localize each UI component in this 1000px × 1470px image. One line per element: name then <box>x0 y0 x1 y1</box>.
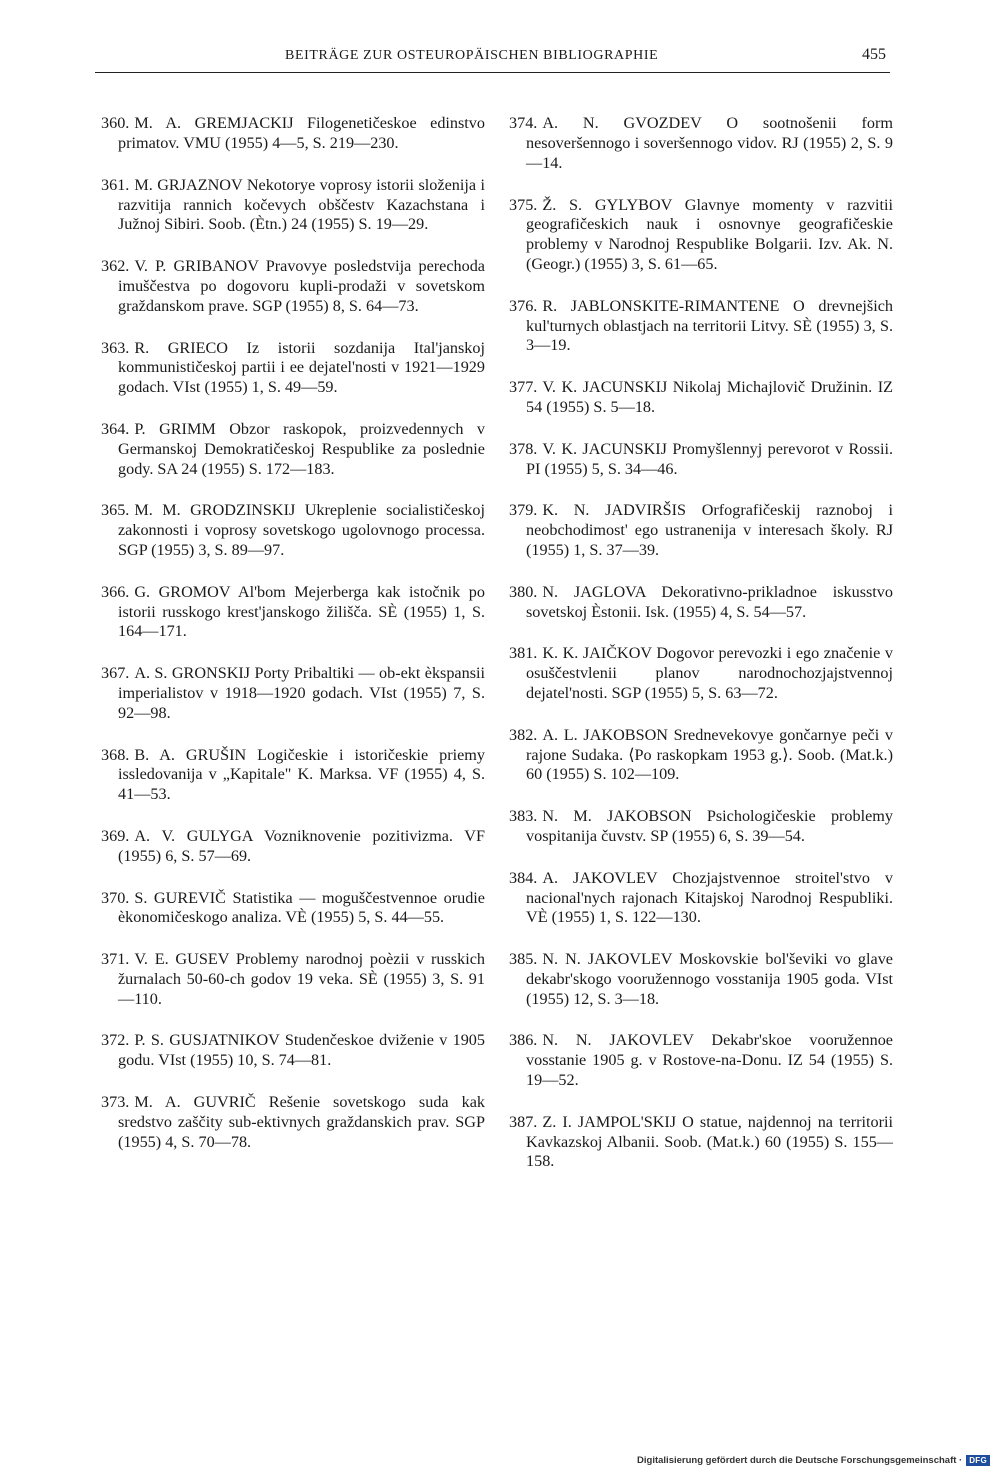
right-column <box>509 98 893 1194</box>
entry-number: 379. <box>509 501 538 520</box>
bibliography-entry <box>101 746 485 805</box>
page-number: 455 <box>862 46 886 63</box>
credit-text: Digitalisierung gefördert durch die Deutsche Forschungsgemeinschaft · <box>637 1455 963 1466</box>
bibliography-entry <box>101 827 485 867</box>
entry-text: A. V. GULYGA Vozniknovenie pozitivizma. VF (1955) 6, S. 57—69. <box>118 826 485 865</box>
entry-number: 375. <box>509 195 538 214</box>
entry-text: K. N. JADVIRŠIS Orfografičeskij raznoboj i neobchodimost' ego ustranenija v interesach školy. RJ (1955) 1, S. 37—39. <box>526 501 893 559</box>
bibliography-entry <box>101 1031 485 1071</box>
entry-number: 385. <box>509 950 538 969</box>
entry-text: Ž. S. GYLYBOV Glavnye momenty v razvitii geografičeskich nauk i osnovnye geografičeskie problemy v Narodnoj Respublike Bolgarii. Izv. Ak. N. (Geogr.) (1955) 3, S. 61—65. <box>526 195 893 273</box>
bibliography-entry <box>101 114 485 154</box>
digitization-credit <box>637 1455 990 1466</box>
entry-text: Z. I. JAMPOL'SKIJ O statue, najdennoj na territorii Kavkazskoj Albanii. Soob. (Mat.k.) 60 (1955) S. 155—158. <box>526 1112 893 1171</box>
entry-text: G. GROMOV Al'bom Mejerberga kak istočnik po istorii russkogo krest'janskogo žilišča. SÈ (1955) 1, S. 164—171. <box>118 582 485 641</box>
entry-text: A. L. JAKOBSON Srednevekovye gončarnye peči v rajone Sudaka. ⟨Po raskopkam 1953 g.⟩. Soob. (Mat.k.) 60 (1955) S. 102—109. <box>526 725 893 784</box>
bibliography-entry <box>509 378 893 418</box>
entry-number: 378. <box>509 439 538 458</box>
entry-number: 364. <box>101 419 130 438</box>
entry-number: 381. <box>509 644 538 663</box>
entry-number: 369. <box>101 826 130 845</box>
entry-text: P. GRIMM Obzor raskopok, proizvedennych v Germanskoj Demokratičeskoj Respublike za poslednie gody. SA 24 (1955) S. 172—183. <box>118 419 485 478</box>
entry-text: K. K. JAIČKOV Dogovor perevozki i ego značenie v osuščestvlenii planov narodnochozjajstvennoj dejatel'nosti. SGP (1955) 5, S. 63—72. <box>526 644 893 702</box>
entry-number: 373. <box>101 1093 130 1112</box>
entry-number: 366. <box>101 582 130 601</box>
entry-text: A. S. GRONSKIJ Porty Pribaltiki — ob-ekt èkspansii imperialistov v 1918—1920 godach. VIst (1955) 7, S. 92—98. <box>118 664 485 722</box>
entry-text: V. E. GUSEV Problemy narodnoj poèzii v russkich žurnalach 50-60-ch godov 19 veka. SÈ (1955) 3, S. 91—110. <box>118 950 485 1008</box>
entry-text: V. K. JACUNSKIJ Promyšlennyj perevorot v Rossii. PI (1955) 5, S. 34—46. <box>526 439 893 478</box>
entry-number: 361. <box>101 175 130 194</box>
entry-number: 370. <box>101 888 130 907</box>
running-head: BEITRÄGE ZUR OSTEUROPÄISCHEN BIBLIOGRAPHIE <box>285 48 659 63</box>
bibliography-entry <box>101 889 485 929</box>
entry-text: M. A. GREMJACKIJ Filogenetičeskoe edinstvo primatov. VMU (1955) 4—5, S. 219—230. <box>118 114 485 152</box>
entry-number: 363. <box>101 338 130 357</box>
entry-text: M. GRJAZNOV Nekotorye voprosy istorii složenija i razvitija rannich kočevych obščestv Kazachstana i Južnoj Sibiri. Soob. (Ètn.) 24 (1955) S. 19—29. <box>118 175 485 234</box>
bibliography-entry <box>101 420 485 479</box>
bibliography-entry <box>101 257 485 316</box>
entry-text: V. K. JACUNSKIJ Nikolaj Michajlovič Družinin. IZ 54 (1955) S. 5—18. <box>526 378 893 416</box>
bibliography-entry <box>509 583 893 623</box>
bibliography-entry <box>509 644 893 703</box>
bibliography-entry <box>509 1031 893 1090</box>
bibliography-entry <box>101 176 485 235</box>
entry-number: 362. <box>101 257 130 276</box>
entry-number: 367. <box>101 664 130 683</box>
entry-number: 382. <box>509 725 538 744</box>
bibliography-entry <box>101 664 485 723</box>
entry-text: A. JAKOVLEV Chozjajstvennoe stroitel'stvo v nacional'nych rajonach Kitajskoj Narodnoj Respubliki. VÈ (1955) 1, S. 122—130. <box>526 868 893 927</box>
entry-number: 360. <box>101 114 130 133</box>
bibliography-entry <box>509 1113 893 1172</box>
bibliography-entry <box>101 1093 485 1152</box>
bibliography-entry <box>509 196 893 275</box>
entry-text: M. A. GUVRIČ Rešenie sovetskogo suda kak sredstvo zaščity sub-ektivnych graždanskich prav. SGP (1955) 4, S. 70—78. <box>118 1093 485 1151</box>
entry-number: 380. <box>509 582 538 601</box>
bibliography-entry <box>509 726 893 785</box>
entry-text: R. GRIECO Iz istorii sozdanija Ital'janskoj kommunističeskoj partii i ee dejatel'nosti v 1921—1929 godach. VIst (1955) 1, S. 49—59. <box>118 338 485 397</box>
entry-text: P. S. GUSJATNIKOV Studenčeskoe dviženie v 1905 godu. VIst (1955) 10, S. 74—81. <box>118 1031 485 1070</box>
bibliography-entry <box>509 114 893 173</box>
bibliography-entry <box>101 339 485 398</box>
entry-text: S. GUREVIČ Statistika — moguščestvennoe orudie èkonomičeskogo analiza. VÈ (1955) 5, S. 44—55. <box>118 888 485 927</box>
entry-number: 383. <box>509 807 538 826</box>
entry-text: N. N. JAKOVLEV Dekabr'skoe vooružennoe vosstanie 1905 g. v Rostove-na-Donu. IZ 54 (1955) S. 19—52. <box>526 1031 893 1090</box>
bibliography-entry <box>509 297 893 356</box>
entry-text: B. A. GRUŠIN Logičeskie i istoričeskie priemy issledovanija v „Kapitale" K. Marksa. VF (1955) 4, S. 41—53. <box>118 745 485 804</box>
bibliography-entry <box>101 583 485 642</box>
entry-text: R. JABLONSKITE-RIMANTENE O drevnejšich kul'turnych oblastjach na territorii Litvy. SÈ (1955) 3, S. 3—19. <box>526 296 893 355</box>
entry-number: 386. <box>509 1031 538 1050</box>
entry-text: N. JAGLOVA Dekorativno-prikladnoe iskusstvo sovetskoj Èstonii. Isk. (1955) 4, S. 54—57. <box>526 582 893 621</box>
bibliography-entry <box>509 807 893 847</box>
bibliography-entry <box>509 869 893 928</box>
page-header <box>95 46 890 73</box>
entry-text: N. N. JAKOVLEV Moskovskie bol'ševiki vo glave dekabr'skogo vooružennogo vosstanija 1905 goda. VIst (1955) 12, S. 3—18. <box>526 950 893 1008</box>
entry-number: 377. <box>509 378 538 397</box>
bibliography-entry <box>509 440 893 480</box>
bibliography-entry <box>509 501 893 560</box>
dfg-logo: DFG <box>966 1455 990 1466</box>
entry-text: N. M. JAKOBSON Psichologičeskie problemy vospitanija čuvstv. SP (1955) 6, S. 39—54. <box>526 807 893 845</box>
left-column <box>101 98 485 1174</box>
entry-number: 387. <box>509 1112 538 1131</box>
entry-text: M. M. GRODZINSKIJ Ukreplenie socialističeskoj zakonnosti i voprosy sovetskogo ugolovnogo processa. SGP (1955) 3, S. 89—97. <box>118 501 485 559</box>
entry-number: 368. <box>101 745 130 764</box>
entry-number: 371. <box>101 950 130 969</box>
bibliography-entry <box>101 501 485 560</box>
entry-number: 365. <box>101 501 130 520</box>
entry-number: 374. <box>509 114 538 133</box>
bibliography-entry <box>509 950 893 1009</box>
entry-number: 376. <box>509 296 538 315</box>
entry-text: A. N. GVOZDEV O sootnošenii form nesoveršennogo i soveršennogo vidov. RJ (1955) 2, S. 9—14. <box>526 114 893 172</box>
entry-number: 372. <box>101 1031 130 1050</box>
entry-text: V. P. GRIBANOV Pravovye posledstvija perechoda imuščestva po dogovoru kupli-prodaži v sovetskom graždanskom prave. SGP (1955) 8, S. 64—73. <box>118 257 485 315</box>
entry-number: 384. <box>509 868 538 887</box>
bibliography-entry <box>101 950 485 1009</box>
